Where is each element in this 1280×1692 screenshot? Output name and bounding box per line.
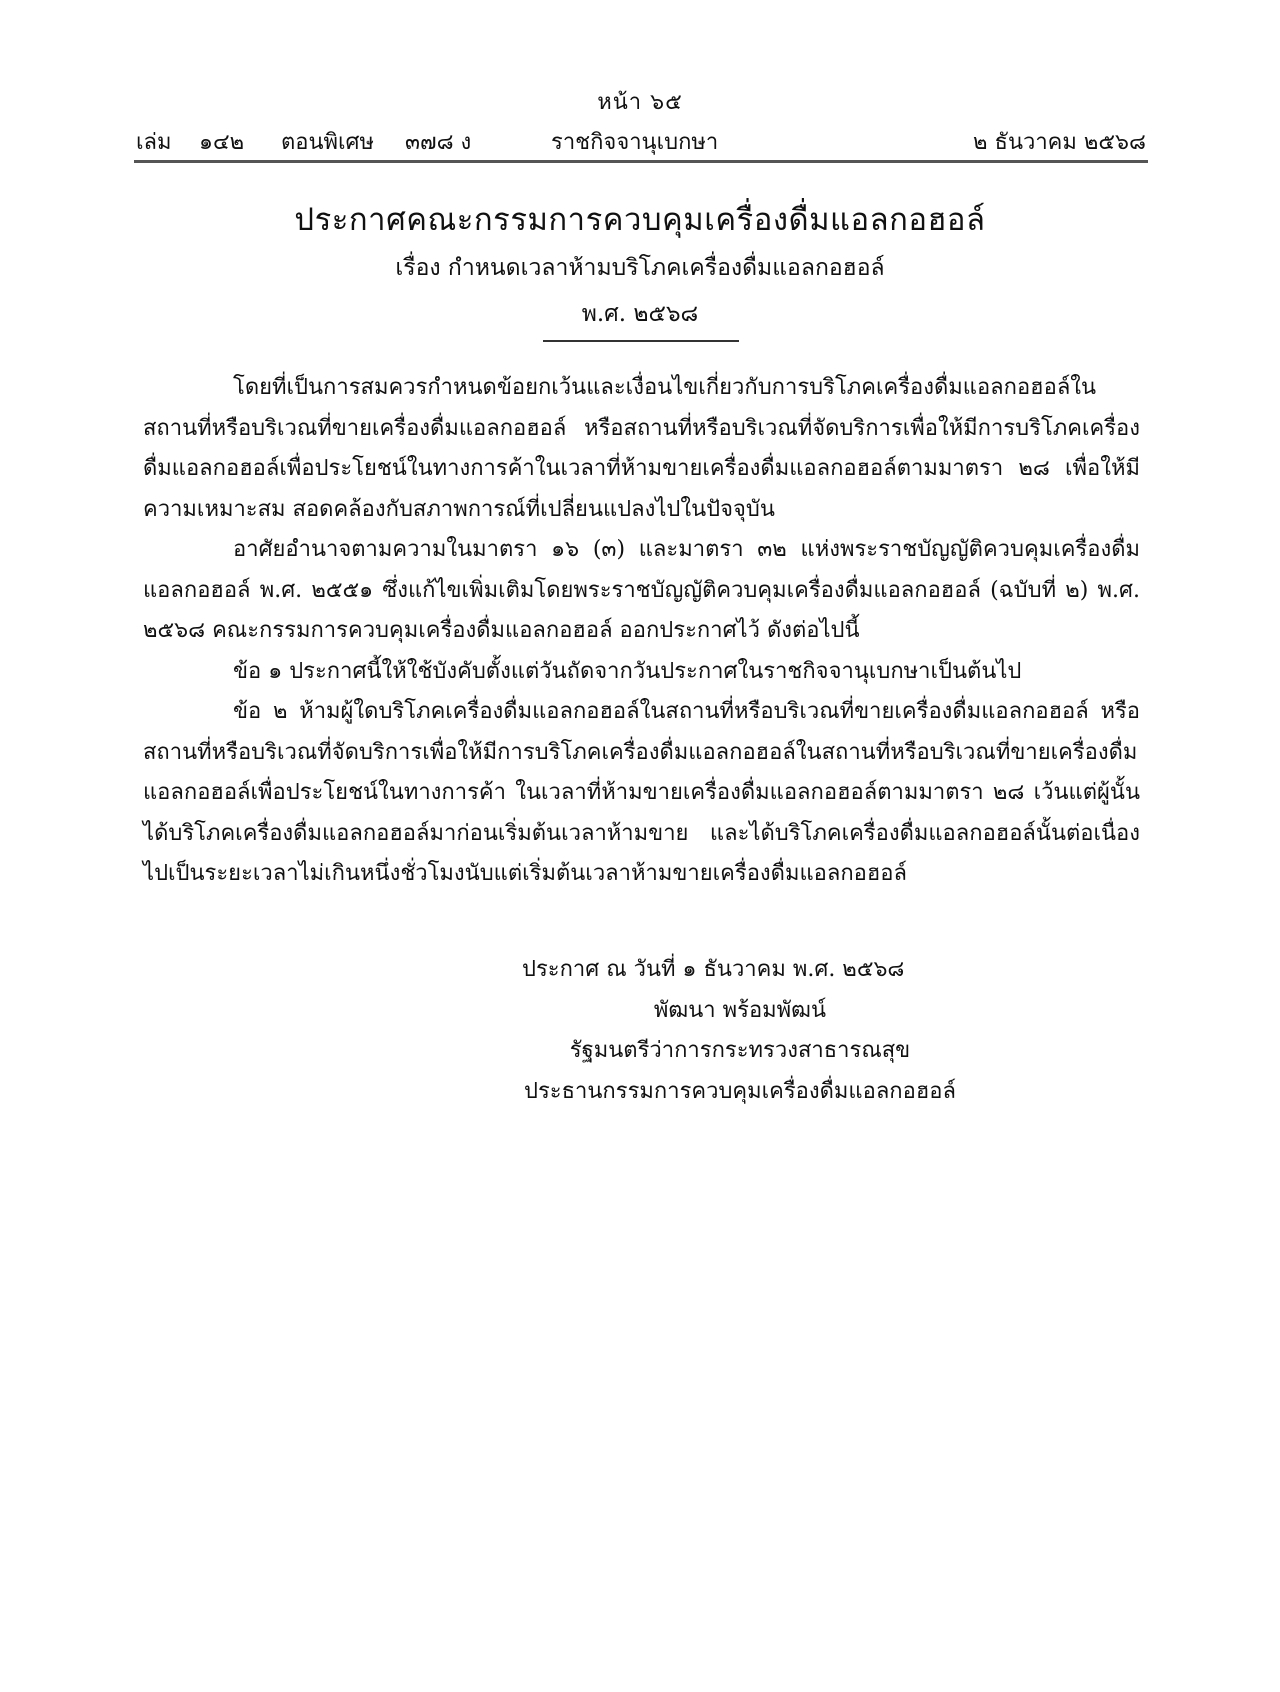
- volume-label: เล่ม: [136, 130, 172, 155]
- document-subject: เรื่อง กำหนดเวลาห้ามบริโภคเครื่องดื่มแอลกอฮอล์: [395, 255, 885, 281]
- title-divider: [543, 340, 739, 342]
- signatory-name: พัฒนา พร้อมพัฒน์: [653, 997, 827, 1023]
- gazette-name: ราชกิจจานุเบกษา: [551, 130, 719, 155]
- paragraph-preamble: โดยที่เป็นการสมควรกำหนดข้อยกเว้นและเงื่อนไขเกี่ยวกับการบริโภคเครื่องดื่มแอลกอฮอล์ในสถานที่หรือบริเวณที่ขายเครื่องดื่มแอลกอฮอล์ หรือสถานที่หรือบริเวณที่จัดบริการเพื่อให้มีการบริโภคเครื่องดื่มแอลกอฮอล์เพื่อประโยชน์ในทางการค้าในเวลาที่ห้ามขายเครื่องดื่มแอลกอฮอล์ตามมาตรา ๒๘ เพื่อให้มีความเหมาะสม สอดคล้องกับสภาพการณ์ที่เปลี่ยนแปลงไปในปัจจุบัน: [143, 375, 1140, 522]
- section-number: ๓๗๘ ง: [405, 130, 472, 155]
- document-title: ประกาศคณะกรรมการควบคุมเครื่องดื่มแอลกอฮอล์: [294, 202, 986, 238]
- signature-block: [490, 950, 990, 1112]
- paragraph-clause-2: ข้อ ๒ ห้ามผู้ใดบริโภคเครื่องดื่มแอลกอฮอล์ในสถานที่หรือบริเวณที่ขายเครื่องดื่มแอลกอฮอล์ หรือสถานที่หรือบริเวณที่จัดบริการเพื่อให้มีการบริโภคเครื่องดื่มแอลกอฮอล์ในสถานที่หรือบริเวณที่ขายเครื่องดื่มแอลกอฮอล์เพื่อประโยชน์ในทางการค้า ในเวลาที่ห้ามขายเครื่องดื่มแอลกอฮอล์ตามมาตรา ๒๘ เว้นแต่ผู้นั้นได้บริโภคเครื่องดื่มแอลกอฮอล์มาก่อนเริ่มต้นเวลาห้ามขาย และได้บริโภคเครื่องดื่มแอลกอฮอล์นั้นต่อเนื่องไปเป็นระยะเวลาไม่เกินหนึ่งชั่วโมงนับแต่เริ่มต้นเวลาห้ามขายเครื่องดื่มแอลกอฮอล์: [143, 699, 1140, 886]
- announcement-date: ประกาศ ณ วันที่ ๑ ธันวาคม พ.ศ. ๒๕๖๘: [522, 957, 905, 982]
- page-number: หน้า ๖๕: [597, 90, 683, 115]
- paragraph-clause-1: ข้อ ๑ ประกาศนี้ให้ใช้บังคับตั้งแต่วันถัดจากวันประกาศในราชกิจจานุเบกษาเป็นต้นไป: [233, 658, 1022, 684]
- signatory-position-minister: รัฐมนตรีว่าการกระทรวงสาธารณสุข: [569, 1038, 911, 1063]
- paragraph-authority: อาศัยอำนาจตามความในมาตรา ๑๖ (๓) และมาตรา ๓๒ แห่งพระราชบัญญัติควบคุมเครื่องดื่มแอลกอฮอล์ พ.ศ. ๒๕๕๑ ซึ่งแก้ไขเพิ่มเติมโดยพระราชบัญญัติควบคุมเครื่องดื่มแอลกอฮอล์ (ฉบับที่ ๒) พ.ศ. ๒๕๖๘ คณะกรรมการควบคุมเครื่องดื่มแอลกอฮอล์ ออกประกาศไว้ ดังต่อไปนี้: [143, 537, 1140, 643]
- section-label: ตอนพิเศษ: [281, 130, 375, 155]
- gazette-header: [136, 124, 1146, 156]
- signatory-position-chair: ประธานกรรมการควบคุมเครื่องดื่มแอลกอฮอล์: [524, 1078, 956, 1104]
- header-divider: [134, 160, 1148, 163]
- document-year: พ.ศ. ๒๕๖๘: [581, 301, 699, 327]
- publication-date: ๒ ธันวาคม ๒๕๖๘: [973, 130, 1146, 155]
- volume-number: ๑๔๒: [199, 130, 245, 155]
- document-body: [143, 368, 1140, 895]
